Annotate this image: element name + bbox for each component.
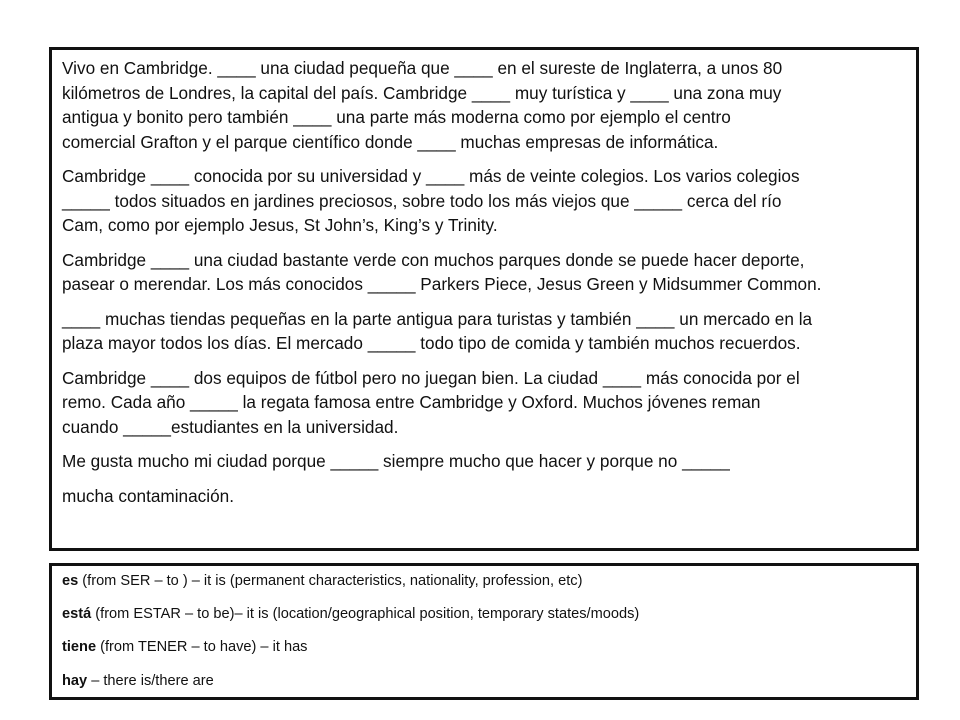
- paragraph: [62, 366, 906, 440]
- passage-line: Cam, como por ejemplo Jesus, St John’s, King’s y Trinity.: [62, 215, 498, 235]
- key-word: hay: [62, 672, 88, 689]
- key-entry: [62, 603, 906, 625]
- passage-line: Cambridge ____ conocida por su universidad y ____ más de veinte colegios. Los varios colegios: [62, 166, 800, 186]
- key-definition: (from SER – to ) – it is (permanent characteristics, nationality, profession, etc): [78, 573, 583, 589]
- passage-line: antigua y bonito pero también ____ una parte más moderna como por ejemplo el centro: [62, 107, 731, 127]
- key-word: está: [62, 606, 92, 623]
- passage-line: remo. Cada año _____ la regata famosa entre Cambridge y Oxford. Muchos jóvenes reman: [62, 392, 761, 412]
- passage-line: Me gusta mucho mi ciudad porque _____ siempre mucho que hacer y porque no _____: [62, 451, 730, 471]
- key-definition: (from ESTAR – to be)– it is (location/geographical position, temporary states/moods): [91, 606, 640, 623]
- passage-line: Cambridge ____ una ciudad bastante verde con muchos parques donde se puede hacer deporte,: [62, 249, 805, 270]
- passage-line: _____ todos situados en jardines preciosos, sobre todo los más viejos que _____ cerca del río: [62, 190, 782, 211]
- vocabulary-key-box: [49, 563, 919, 700]
- passage-line: Vivo en Cambridge. ____ una ciudad pequeña que ____ en el sureste de Inglaterra, a unos 80: [62, 58, 783, 78]
- key-definition: (from TENER – to have) – it has: [96, 639, 308, 656]
- key-word: es: [62, 573, 79, 589]
- passage-line: kilómetros de Londres, la capital del país. Cambridge ____ muy turística y ____ una zona muy: [62, 82, 782, 103]
- paragraph: [62, 248, 906, 297]
- passage-line: mucha contaminación.: [62, 485, 234, 506]
- passage-line: pasear o merendar. Los más conocidos _____ Parkers Piece, Jesus Green y Midsummer Common.: [62, 274, 822, 294]
- key-entry: [62, 570, 906, 592]
- passage-line: cuando _____estudiantes en la universidad.: [62, 416, 399, 437]
- paragraph: [62, 56, 906, 154]
- passage-box: [49, 47, 919, 551]
- paragraph: [62, 484, 906, 509]
- passage-line: Cambridge ____ dos equipos de fútbol pero no juegan bien. La ciudad ____ más conocida por el: [62, 367, 800, 388]
- paragraph: [62, 307, 906, 356]
- paragraph: [62, 164, 906, 238]
- passage-line: comercial Grafton y el parque científico donde ____ muchas empresas de informática.: [62, 131, 719, 152]
- key-word: tiene: [62, 639, 97, 656]
- paragraph: [62, 449, 906, 474]
- passage-line: ____ muchas tiendas pequeñas en la parte antigua para turistas y también ____ un mercado en la: [62, 308, 813, 329]
- key-definition: – there is/there are: [87, 672, 214, 689]
- key-entry: [62, 636, 906, 658]
- key-entry: [62, 670, 906, 692]
- passage-line: plaza mayor todos los días. El mercado _____ todo tipo de comida y también muchos recuerdos.: [62, 333, 801, 353]
